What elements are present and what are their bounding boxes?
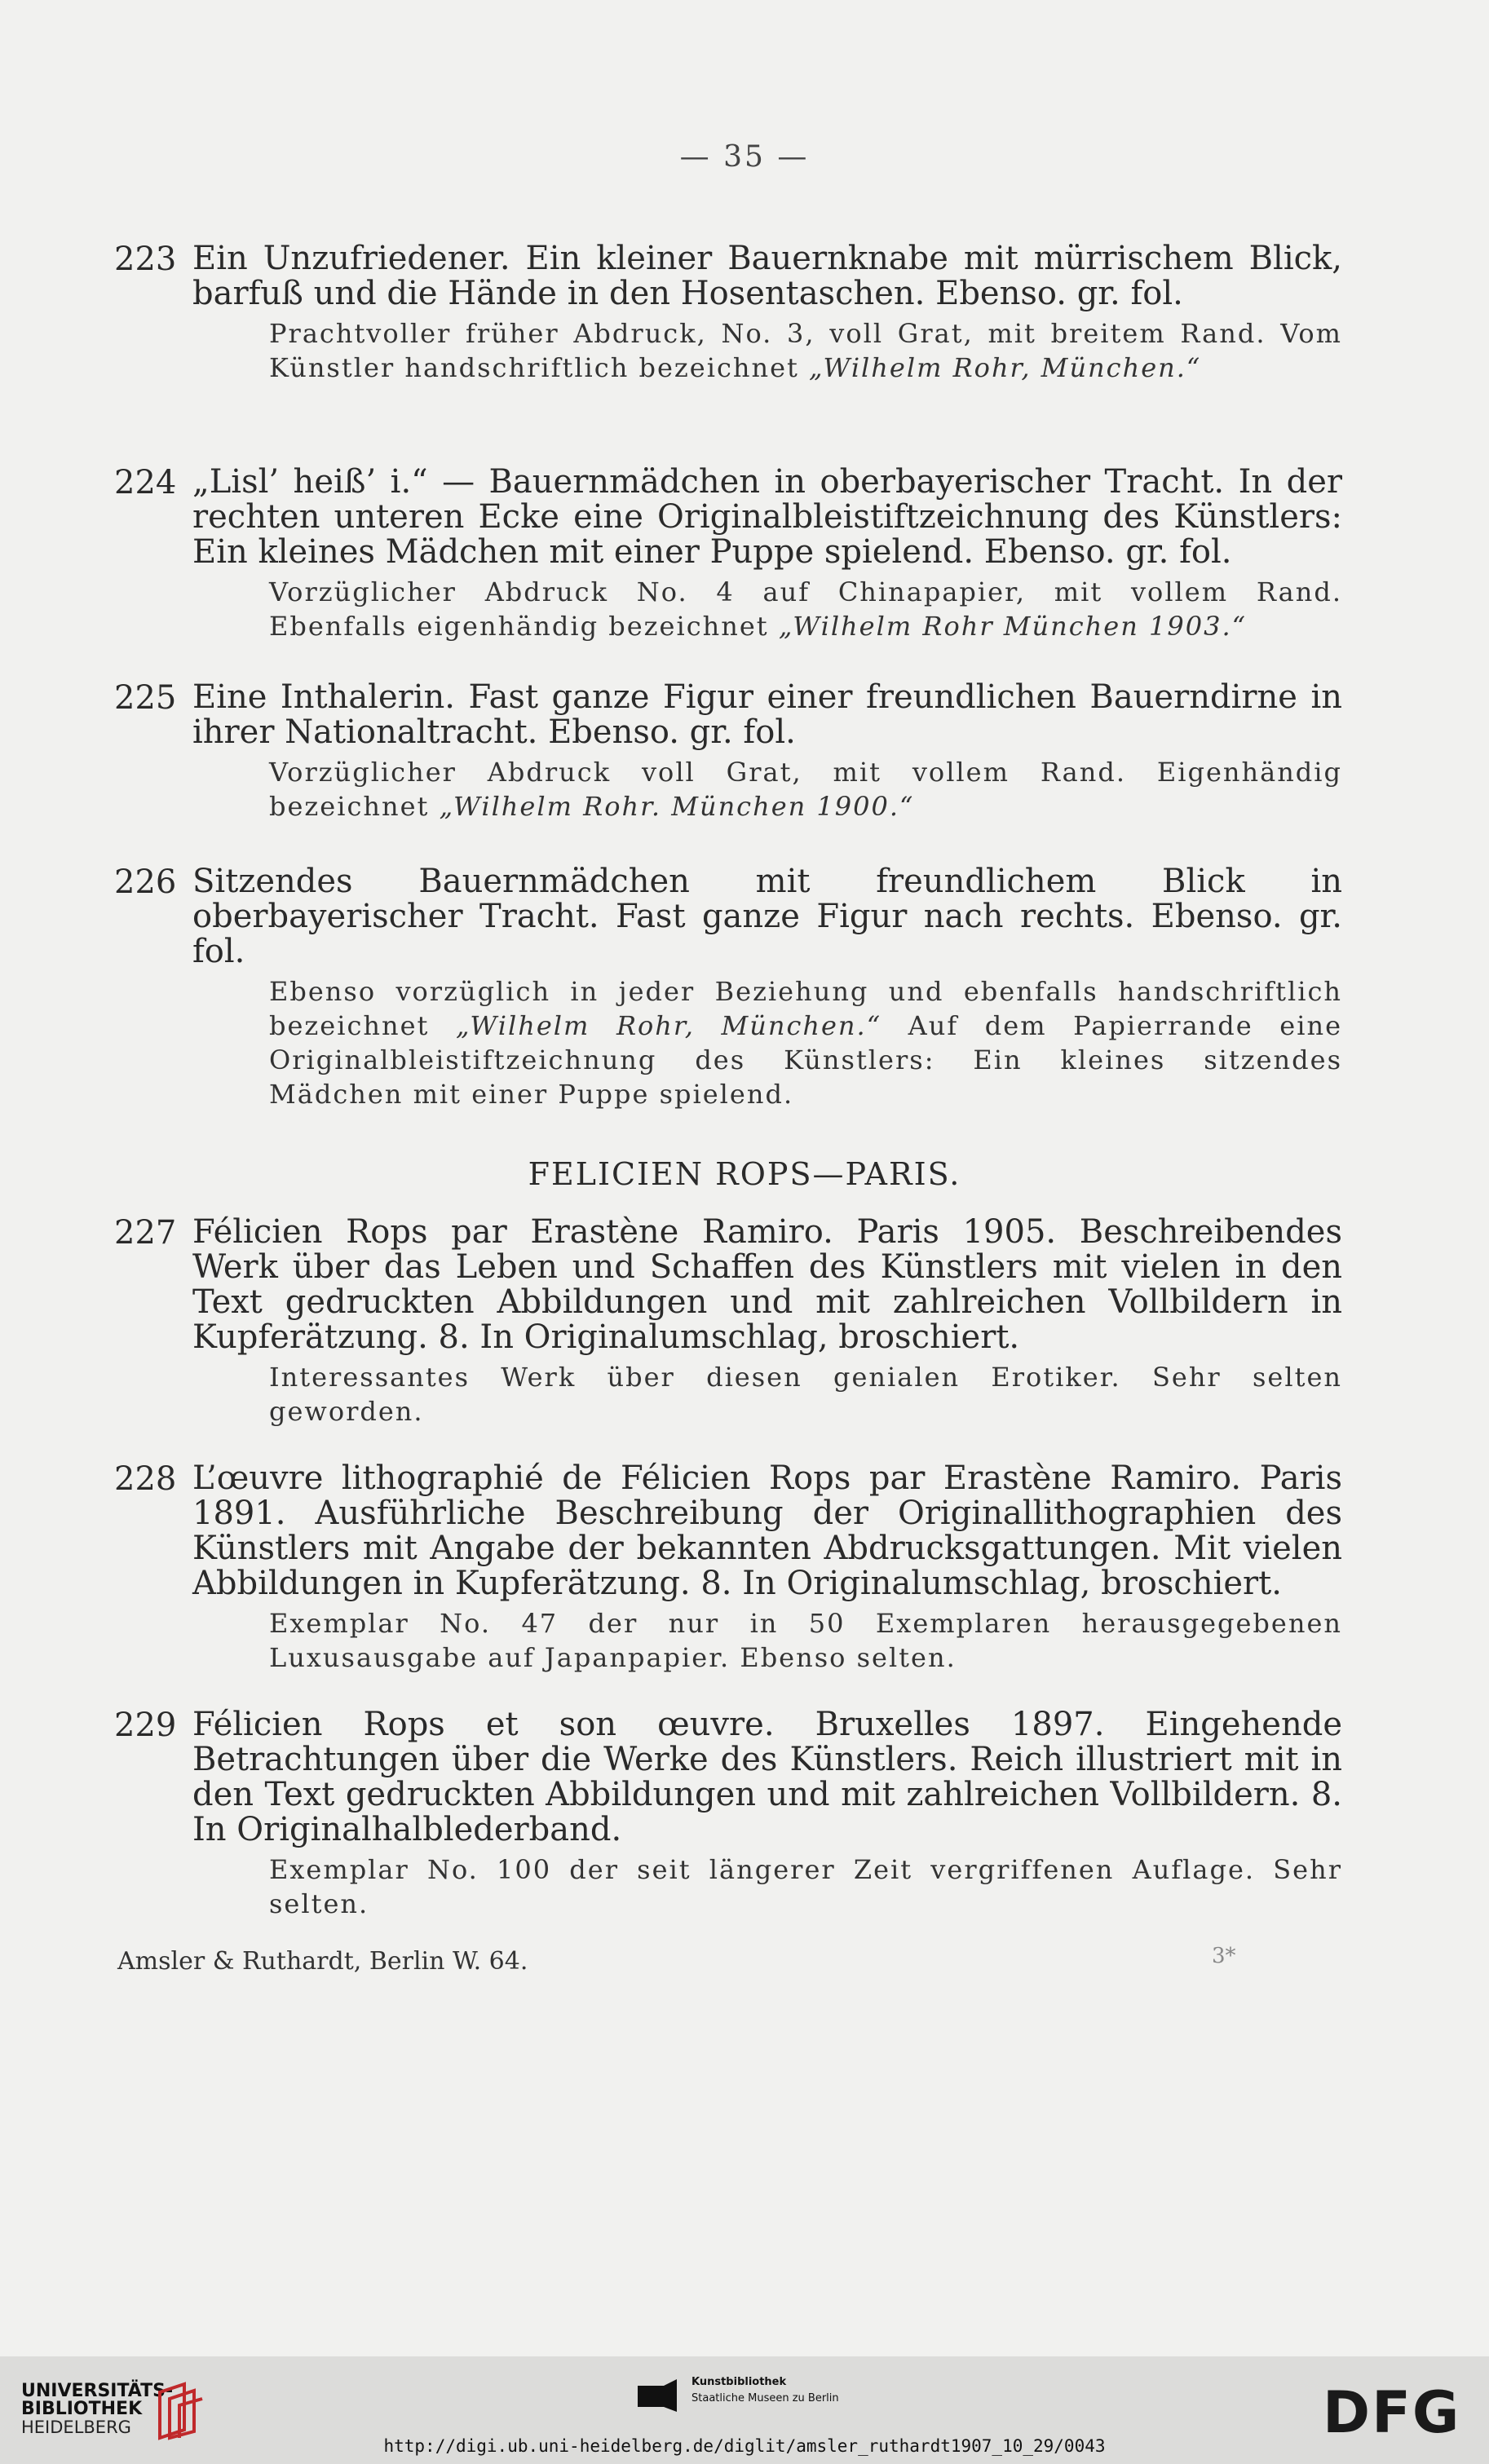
entry-note [269, 755, 1342, 824]
entry-note [269, 974, 1342, 1111]
note-text: Ebenso vorzüglich in jeder Beziehung und ebenfalls handschriftlich bezeichnet [269, 976, 1342, 1041]
ub-mark-icon [152, 2381, 225, 2443]
catalog-entry-224 [114, 465, 1342, 643]
entry-note [269, 316, 1342, 385]
catalog-entry-225 [114, 680, 1342, 824]
entry-number: 228 [114, 1460, 177, 1498]
entry-note [269, 575, 1342, 643]
kb-subtitle: Staatliche Museen zu Berlin [691, 2392, 839, 2404]
catalog-entry-229 [114, 1707, 1342, 1921]
entry-description: L’œuvre lithographié de Félicien Rops par Erastène Ramiro. Paris 1891. Ausführliche Beschreibung der Originallithographien des Künstlers mit Angabe der bekannten Abdrucksgattungen. Mit vielen Abbildungen in Kupferätzung. 8. In Originalumschlag, broschiert. [192, 1459, 1342, 1602]
entry-number: 223 [114, 241, 177, 278]
entry-number: 227 [114, 1214, 177, 1252]
note-signature: „Wilhelm Rohr München 1903.“ [778, 611, 1247, 642]
entry-number: 226 [114, 863, 177, 901]
entry-note: Exemplar No. 100 der seit längerer Zeit vergriffenen Auflage. Sehr selten. [269, 1854, 1342, 1919]
entry-note: Exemplar No. 47 der nur in 50 Exemplaren herausgegebenen Luxusausgabe auf Japanpapier. Ebenso selten. [269, 1608, 1342, 1673]
note-text: Vorzüglicher Abdruck No. 4 auf Chinapapier, mit vollem Rand. Ebenfalls eigenhändig bezeichnet [269, 576, 1342, 642]
catalog-entry-223 [114, 241, 1342, 385]
note-text: Vorzüglicher Abdruck voll Grat, mit vollem Rand. Eigenhändig bezeichnet [269, 757, 1342, 822]
entry-description: Sitzendes Bauernmädchen mit freundlichem Blick in oberbayerischer Tracht. Fast ganze Figur nach rechts. Ebenso. gr. fol. [192, 863, 1342, 970]
ub-line3: HEIDELBERG [21, 2418, 131, 2437]
note-text-after: Auf dem Papierrande eine Originalbleistiftzeichnung des Künstlers: Ein kleines sitzendes Mädchen mit einer Puppe spielend. [269, 1010, 1342, 1110]
catalog-entry-228 [114, 1461, 1342, 1675]
page-number: — 35 — [679, 140, 810, 174]
section-heading: FELICIEN ROPS—PARIS. [528, 1156, 961, 1192]
entry-description: Eine Inthalerin. Fast ganze Figur einer freundlichen Bauerndirne in ihrer Nationaltracht. Ebenso. gr. fol. [192, 678, 1342, 751]
kb-title: Kunstbibliothek [691, 2376, 787, 2388]
note-signature: „Wilhelm Rohr, München.“ [809, 352, 1202, 383]
catalog-entry-227 [114, 1215, 1342, 1429]
entry-description: Félicien Rops et son œuvre. Bruxelles 1897. Eingehende Betrachtungen über die Werke des Künstlers. Reich illustriert mit in den Text gedruckten Abbildungen und mit zahlreichen Vollbildern. 8. In Originalhalblederband. [192, 1706, 1342, 1848]
ub-heidelberg-logo[interactable] [21, 2382, 173, 2436]
kunstbibliothek-mark-icon [634, 2374, 680, 2415]
note-signature: „Wilhelm Rohr. München 1900.“ [439, 791, 915, 822]
ub-line2: BIBLIOTHEK [21, 2399, 143, 2419]
publisher-line: Amsler & Ruthardt, Berlin W. 64. [117, 1947, 528, 1976]
entry-number: 225 [114, 679, 177, 717]
entry-description: „Lisl’ heiß’ i.“ — Bauernmädchen in oberbayerischer Tracht. In der rechten unteren Ecke eine Originalbleistiftzeichnung des Künstlers: Ein kleines Mädchen mit einer Puppe spielend. Ebenso. gr. fol. [192, 463, 1342, 571]
note-signature: „Wilhelm Rohr, München.“ [455, 1010, 882, 1041]
entry-description: Félicien Rops par Erastène Ramiro. Paris 1905. Beschreibendes Werk über das Leben und Schaffen des Künstlers mit vielen in den Text gedruckten Abbildungen und mit zahlreichen Vollbildern in Kupferätzung. 8. In Originalumschlag, broschiert. [192, 1213, 1342, 1356]
entry-note: Interessantes Werk über diesen genialen Erotiker. Sehr selten geworden. [269, 1362, 1342, 1427]
catalog-entry-226 [114, 864, 1342, 1111]
kunstbibliothek-logo[interactable] [634, 2374, 839, 2418]
dfg-logo[interactable]: DFG [1323, 2379, 1461, 2446]
entry-description: Ein Unzufriedener. Ein kleiner Bauernknabe mit mürrischem Blick, barfuß und die Hände in den Hosentaschen. Ebenso. gr. fol. [192, 240, 1342, 312]
signature-mark: 3* [1212, 1944, 1236, 1968]
entry-number: 224 [114, 464, 177, 501]
entry-number: 229 [114, 1707, 177, 1744]
ub-line1: UNIVERSITÄTS- [21, 2381, 174, 2401]
note-text: Prachtvoller früher Abdruck, No. 3, voll Grat, mit breitem Rand. Vom Künstler handschriftlich bezeichnet [269, 318, 1342, 383]
source-url[interactable]: http://digi.ub.uni-heidelberg.de/diglit/amsler_ruthardt1907_10_29/0043 [383, 2436, 1106, 2456]
